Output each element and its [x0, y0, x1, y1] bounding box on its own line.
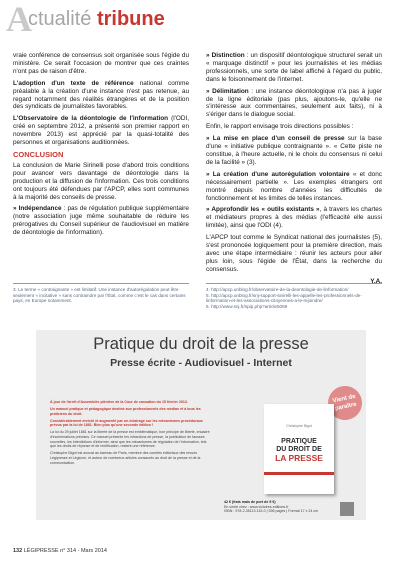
ad-highlight: À jour de l'arrêt d'Assemblée plénière de la Cour de cassation du 15 février 2013. — [50, 400, 188, 404]
paragraph — [13, 80, 189, 112]
ad-highlight: Considérablement enrichi et augmenté par un éclairage sur les mécanismes procéduraux prévus par la loi de 1881. Bien plus qu'une seconde édition ! — [50, 418, 203, 428]
paragraph-text: , à travers les chartes et médiateurs propres à des médias (l'efficacité elle aussi limitée), ainsi que l'ODI (4). — [206, 206, 382, 230]
new-release-badge: Vient de paraître — [325, 383, 365, 423]
footnote-divider — [13, 283, 189, 284]
paragraph-text: sur la base d'une « initiative publique contraignante ». « Cette piste ne constitue, à l'heure actuelle, ni le choix du consensus ni celui de la facilité » (3). — [206, 135, 382, 166]
paragraph — [206, 171, 382, 203]
paragraph-text: : une instance déontologique n'a pas à juger de la ligne éditoriale (pas plus, ajoutons-le, qu'elle ne s'intéresse aux commentaires, seulement aux faits), ni à s'ériger dans le dialogue social. — [206, 87, 383, 119]
paragraph: vraie conférence de consensus soit organisée sous l'égide du ministère. Ce serait l'occasion de montrer que ces craintes n'ont pas de raison d'être. — [13, 52, 189, 75]
author-signature: Y.A. — [370, 277, 382, 285]
paragraph-lead: L'Observatoire de la déontologie de l'information — [13, 115, 169, 123]
footnotes-left — [13, 287, 189, 304]
paragraph — [13, 115, 189, 147]
page-number: 132 — [13, 548, 23, 554]
right-column — [206, 52, 382, 286]
paragraph-lead: » Approfondir les « outils existants » — [206, 206, 320, 214]
ad-title: Pratique du droit de la presse — [93, 335, 309, 353]
paragraph — [206, 88, 382, 120]
section-heading: CONCLUSION — [13, 149, 64, 159]
footnote-divider — [206, 283, 382, 284]
header-initial: A — [6, 0, 32, 39]
paragraph-lead: » Délimitation — [206, 87, 249, 95]
paragraph — [206, 52, 382, 84]
header-title — [28, 8, 165, 31]
paragraph-text: national comme préalable à la création d'une instance n'est pas retenue, au regard notamment des réalités étrangères et de la position des syndicats de journalistes favorables. — [13, 79, 189, 111]
ad-description — [50, 400, 210, 468]
publication-info: LÉGIPRESSE n° 314 - Mars 2014 — [23, 548, 107, 554]
ad-price: 42 € (frais mais de port de 5 €) — [224, 500, 276, 504]
ad-body: La loi du 29 juillet 1881 sur la liberté de la presse est emblématique, bon principe de liberté, encadré d'incriminations précises. Ce manuel présente les infractions de presse, la publication de fausses nouvelles, les interdictions d'informer, ainsi que les mécanismes de régulation de l'information, tels que les droits de réponse et de rectification, restent une référence. — [50, 430, 210, 449]
paragraph-text: : un dispositif déontologique structurel serait un « marquage distinctif » pour les journalistes et les médias professionnels, une sorte de label affiché à l'égard du public, dans le foisonnement de l'internet. — [206, 52, 382, 83]
paragraph-text: : pas de régulation publique supplémentaire (notre association juge même souhaitable de réduire les prérogatives du Conseil supérieur de l'audiovisuel en matière de déontologie de l'information). — [13, 205, 189, 237]
section-header — [6, 0, 386, 39]
book-stripe — [264, 472, 334, 475]
paragraph — [206, 135, 382, 167]
book-title-line: LA PRESSE — [275, 453, 323, 463]
paragraph-lead: » La mise en place d'un conseil de presse — [206, 135, 345, 143]
ad-author-note: Christophe Bigot est avocat au barreau de Paris, membre des comités éditoriaux des revues Légipresse et Légicom, et auteur de nombreux articles consacrés au droit de la presse et de la communication. — [50, 451, 201, 465]
qr-code-icon — [340, 502, 354, 516]
paragraph-lead: » La création d'une autorégulation volontaire — [206, 170, 350, 178]
footnote-link[interactable]: 5. http://www.snj.fr/spip.php?article5069 — [206, 303, 288, 309]
ad-order-link[interactable]: En vente chez : www.victoires-editions.fr — [224, 504, 289, 509]
paragraph-lead: L'adoption d'un texte de référence — [13, 79, 134, 87]
paragraph: La conclusion de Marie Sirinelli pose d'abord trois conditions pour avancer vers davantage de déontologie dans la production et la diffusion de l'information. Ces trois conditions ont toujours été défendues par l'APCP, elles sont communes à la majorité des conseils de presse. — [13, 161, 189, 201]
book-title-line: DU DROIT DE — [276, 446, 322, 453]
book-title — [268, 438, 330, 462]
paragraph: L'APCP tout comme le Syndicat national des journalistes (5), s'est prononcée logiquement pour la première direction, mais avec une étape intermédiaire : réunir les acteurs pour aller plus loin, sous l'égide de l'État, dans la recherche du consensus. — [206, 234, 382, 273]
left-column — [13, 52, 189, 241]
ad-isbn: ISBN : 978-2-35113-115-0 | 396 pages | Format 17 x 24 cm — [224, 509, 319, 514]
paragraph-lead: » Indépendance — [13, 205, 62, 213]
footnote: 3. Le terme « contraignante » est limitatif. Une instance d'autorégulation peut être seulement « incitative » sans contraindre par l'État, comme c'est le cas dans certains pays, en Europe notamment. — [13, 287, 186, 304]
page-footer — [13, 548, 107, 554]
book-cover — [264, 404, 334, 494]
header-title-word: ctualité — [28, 8, 92, 30]
footnote-link[interactable]: 4. http://apcp.unblog.fr/observatoire-de-la-deontologie-de-linformation/ — [206, 287, 349, 292]
paragraph-lead: » Distinction — [206, 52, 245, 59]
book-advertisement — [36, 330, 366, 520]
header-accent-word: tribune — [96, 8, 165, 30]
ad-subtitle: Presse écrite - Audiovisuel - Internet — [110, 357, 292, 369]
ad-order-info — [224, 500, 334, 514]
footnotes-right — [206, 287, 382, 309]
paragraph-text: (l'ODI, créé en septembre 2012, a présenté son premier rapport en novembre 2013) est apprécié par la quasi-totalité des personnes et organisations auditionnées. — [13, 115, 189, 147]
paragraph: Enfin, le rapport envisage trois directions possibles : — [206, 123, 354, 131]
book-author: Christophe Bigot — [286, 424, 312, 428]
ad-highlight: Un manuel pratique et pédagogique destiné aux professionnels des médias et à tous les praticiens du droit. — [50, 407, 201, 416]
paragraph-text: « et donc nécessairement partielle ». Les exemples étrangers ont montré depuis nombre d'années les difficultés de fonctionnement et les limites de telles instances. — [206, 170, 382, 202]
footnote-link[interactable]: 5. http://apcp.unblog.fr/snj-support-sinirelli-les-appelle-les-professionnels-de-linformation-et-les-associations-citoyennes-a-le-rejoindre/ — [206, 292, 362, 304]
paragraph — [13, 205, 189, 237]
book-title-line: PRATIQUE — [281, 438, 317, 445]
paragraph — [206, 206, 382, 230]
